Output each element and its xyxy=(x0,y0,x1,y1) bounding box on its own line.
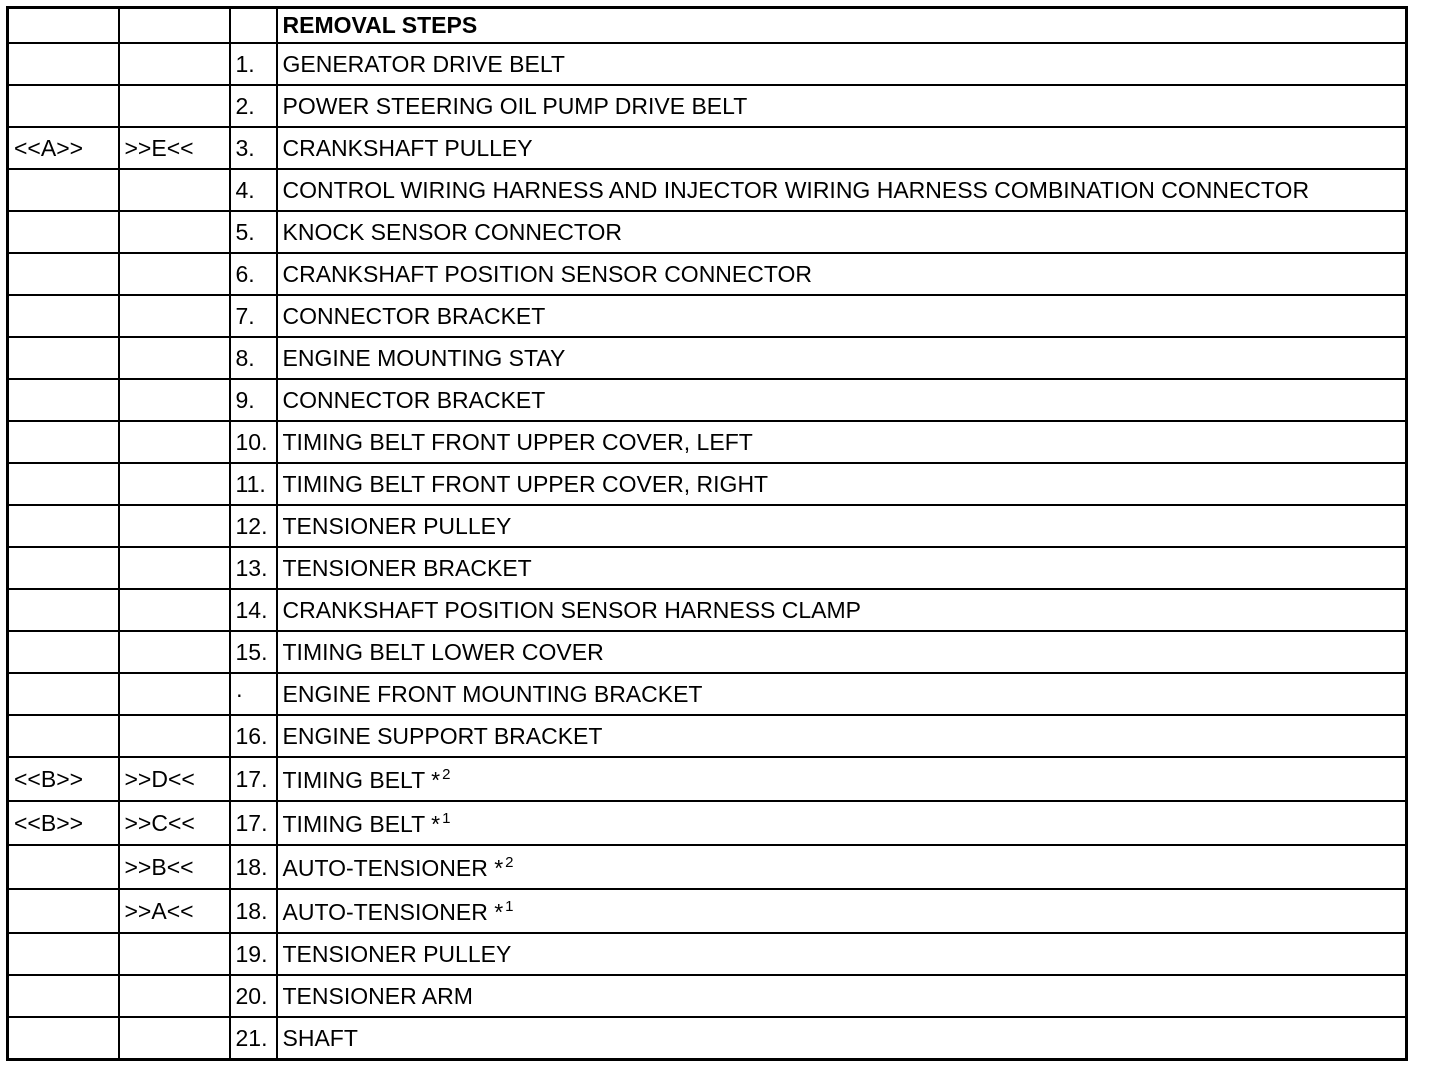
step-number-text: 20. xyxy=(235,982,268,1009)
reference-install-cell xyxy=(119,85,230,127)
reference-removal-text: <<B>> xyxy=(14,765,84,792)
step-number-text: 15. xyxy=(235,638,268,665)
reference-install-text: >>C<< xyxy=(124,809,195,836)
step-number-cell xyxy=(230,295,277,337)
table-row xyxy=(8,211,1407,253)
table-row xyxy=(8,631,1407,673)
table-row xyxy=(8,295,1407,337)
reference-install-cell xyxy=(119,463,230,505)
reference-install-text: >>A<< xyxy=(124,897,194,924)
step-number-text: 7. xyxy=(235,302,255,329)
table-row xyxy=(8,673,1407,715)
step-description-cell xyxy=(277,169,1407,211)
step-number-cell xyxy=(230,547,277,589)
footnote-marker: 1 xyxy=(505,897,514,915)
reference-removal-cell xyxy=(8,169,119,211)
step-number-text: 4. xyxy=(235,176,255,203)
reference-install-cell xyxy=(119,295,230,337)
table-row xyxy=(8,933,1407,975)
reference-removal-cell xyxy=(8,933,119,975)
reference-install-cell xyxy=(119,589,230,631)
step-description-text: TENSIONER ARM xyxy=(282,982,473,1009)
table-body xyxy=(8,43,1407,1060)
step-description-cell xyxy=(277,975,1407,1017)
reference-removal-cell xyxy=(8,379,119,421)
step-description-text: TIMING BELT * xyxy=(282,810,441,837)
step-description-cell xyxy=(277,295,1407,337)
step-description-text: CONTROL WIRING HARNESS AND INJECTOR WIRING HARNESS COMBINATION CONNECTOR xyxy=(282,176,1310,203)
step-description-cell xyxy=(277,337,1407,379)
step-description-text: CRANKSHAFT PULLEY xyxy=(282,134,533,161)
reference-removal-cell xyxy=(8,1017,119,1060)
step-number-text: 9. xyxy=(235,386,255,413)
step-number-cell xyxy=(230,379,277,421)
step-number-cell xyxy=(230,211,277,253)
removal-steps-table xyxy=(6,6,1408,1061)
step-description-cell xyxy=(277,379,1407,421)
reference-install-cell xyxy=(119,673,230,715)
table-row xyxy=(8,85,1407,127)
step-number-text: 18. xyxy=(235,897,268,924)
step-description-cell xyxy=(277,253,1407,295)
reference-removal-cell xyxy=(8,127,119,169)
reference-install-cell xyxy=(119,337,230,379)
step-number-cell xyxy=(230,505,277,547)
table-row xyxy=(8,1017,1407,1060)
step-number-cell xyxy=(230,975,277,1017)
step-description-text: TENSIONER PULLEY xyxy=(282,512,512,539)
step-description-cell xyxy=(277,43,1407,85)
reference-install-cell xyxy=(119,127,230,169)
step-number-cell xyxy=(230,169,277,211)
reference-removal-text: <<B>> xyxy=(14,809,84,836)
table-row xyxy=(8,801,1407,845)
step-number-cell xyxy=(230,933,277,975)
reference-install-cell xyxy=(119,889,230,933)
reference-removal-cell xyxy=(8,85,119,127)
step-description-cell xyxy=(277,127,1407,169)
reference-install-cell xyxy=(119,933,230,975)
reference-install-cell xyxy=(119,801,230,845)
table-row xyxy=(8,253,1407,295)
step-number-text: 1. xyxy=(235,50,255,77)
step-description-text: ENGINE SUPPORT BRACKET xyxy=(282,722,603,749)
reference-install-text: >>D<< xyxy=(124,765,195,792)
reference-install-cell xyxy=(119,715,230,757)
step-description-text: TIMING BELT FRONT UPPER COVER, RIGHT xyxy=(282,470,769,497)
footnote-marker: 2 xyxy=(505,853,514,871)
table-row xyxy=(8,43,1407,85)
step-description-cell xyxy=(277,715,1407,757)
reference-removal-cell xyxy=(8,673,119,715)
step-description-text: CRANKSHAFT POSITION SENSOR HARNESS CLAMP xyxy=(282,596,862,623)
step-number-cell xyxy=(230,715,277,757)
table-row xyxy=(8,975,1407,1017)
step-description-text: GENERATOR DRIVE BELT xyxy=(282,50,565,77)
step-description-cell xyxy=(277,801,1407,845)
table-row xyxy=(8,337,1407,379)
step-number-cell xyxy=(230,127,277,169)
reference-install-text: >>B<< xyxy=(124,853,194,880)
header-cell-empty xyxy=(8,8,119,44)
reference-removal-cell xyxy=(8,295,119,337)
step-number-cell xyxy=(230,1017,277,1060)
step-number-cell xyxy=(230,757,277,801)
reference-removal-cell xyxy=(8,757,119,801)
reference-removal-cell xyxy=(8,211,119,253)
reference-install-cell xyxy=(119,505,230,547)
reference-removal-cell xyxy=(8,337,119,379)
step-number-text: 17. xyxy=(235,765,268,792)
step-number-text: 14. xyxy=(235,596,268,623)
table-row xyxy=(8,421,1407,463)
step-number-text: · xyxy=(235,680,244,707)
step-number-text: 11. xyxy=(235,470,266,497)
step-number-text: 5. xyxy=(235,218,255,245)
step-description-cell xyxy=(277,421,1407,463)
reference-removal-cell xyxy=(8,631,119,673)
step-number-cell xyxy=(230,85,277,127)
step-number-cell xyxy=(230,889,277,933)
step-description-cell xyxy=(277,631,1407,673)
step-description-text: TIMING BELT LOWER COVER xyxy=(282,638,604,665)
step-number-text: 12. xyxy=(235,512,268,539)
step-description-cell xyxy=(277,547,1407,589)
step-number-cell xyxy=(230,463,277,505)
header-cell-empty xyxy=(119,8,230,44)
reference-install-cell xyxy=(119,547,230,589)
reference-removal-cell xyxy=(8,43,119,85)
step-description-cell xyxy=(277,211,1407,253)
step-number-cell xyxy=(230,589,277,631)
table-row xyxy=(8,127,1407,169)
reference-install-text: >>E<< xyxy=(124,134,194,161)
table-row xyxy=(8,715,1407,757)
reference-removal-cell xyxy=(8,253,119,295)
step-number-cell xyxy=(230,337,277,379)
step-number-cell xyxy=(230,673,277,715)
step-description-text: CONNECTOR BRACKET xyxy=(282,302,546,329)
step-description-text: CONNECTOR BRACKET xyxy=(282,386,546,413)
footnote-marker: 2 xyxy=(442,765,451,783)
step-number-cell xyxy=(230,631,277,673)
step-number-cell xyxy=(230,845,277,889)
table-row xyxy=(8,589,1407,631)
reference-install-cell xyxy=(119,169,230,211)
step-description-cell xyxy=(277,1017,1407,1060)
reference-install-cell xyxy=(119,379,230,421)
table-row xyxy=(8,463,1407,505)
reference-removal-cell xyxy=(8,421,119,463)
table-row xyxy=(8,505,1407,547)
step-description-cell xyxy=(277,889,1407,933)
step-description-cell xyxy=(277,673,1407,715)
header-cell-empty xyxy=(230,8,277,44)
reference-removal-cell xyxy=(8,889,119,933)
step-description-cell xyxy=(277,589,1407,631)
reference-removal-cell xyxy=(8,589,119,631)
step-description-cell xyxy=(277,463,1407,505)
reference-install-cell xyxy=(119,631,230,673)
step-number-text: 8. xyxy=(235,344,255,371)
reference-removal-cell xyxy=(8,505,119,547)
step-description-cell xyxy=(277,933,1407,975)
table-header-row xyxy=(8,8,1407,44)
reference-install-cell xyxy=(119,757,230,801)
reference-install-cell xyxy=(119,975,230,1017)
table-row xyxy=(8,889,1407,933)
step-number-text: 10. xyxy=(235,428,268,455)
step-number-cell xyxy=(230,43,277,85)
step-number-text: 18. xyxy=(235,853,268,880)
step-number-cell xyxy=(230,801,277,845)
step-number-text: 6. xyxy=(235,260,255,287)
reference-removal-cell xyxy=(8,845,119,889)
step-number-text: 21. xyxy=(235,1024,268,1051)
reference-removal-cell xyxy=(8,715,119,757)
step-description-cell xyxy=(277,85,1407,127)
reference-install-cell xyxy=(119,43,230,85)
footnote-marker: 1 xyxy=(442,809,451,827)
table-row xyxy=(8,757,1407,801)
step-description-text: ENGINE FRONT MOUNTING BRACKET xyxy=(282,680,703,707)
reference-install-cell xyxy=(119,845,230,889)
step-description-text: CRANKSHAFT POSITION SENSOR CONNECTOR xyxy=(282,260,812,287)
step-description-text: AUTO-TENSIONER * xyxy=(282,898,504,925)
step-description-cell xyxy=(277,845,1407,889)
reference-removal-text: <<A>> xyxy=(14,134,84,161)
table-row xyxy=(8,169,1407,211)
reference-install-cell xyxy=(119,253,230,295)
step-description-text: TENSIONER PULLEY xyxy=(282,940,512,967)
reference-removal-cell xyxy=(8,801,119,845)
step-number-cell xyxy=(230,253,277,295)
step-description-text: TENSIONER BRACKET xyxy=(282,554,532,581)
table-row xyxy=(8,845,1407,889)
step-number-text: 17. xyxy=(235,809,268,836)
reference-removal-cell xyxy=(8,547,119,589)
step-number-text: 19. xyxy=(235,940,268,967)
reference-install-cell xyxy=(119,421,230,463)
step-description-text: TIMING BELT FRONT UPPER COVER, LEFT xyxy=(282,428,753,455)
table-title: REMOVAL STEPS xyxy=(277,8,1407,44)
step-description-text: ENGINE MOUNTING STAY xyxy=(282,344,566,371)
step-description-text: POWER STEERING OIL PUMP DRIVE BELT xyxy=(282,92,748,119)
step-number-text: 2. xyxy=(235,92,255,119)
reference-removal-cell xyxy=(8,463,119,505)
step-number-text: 13. xyxy=(235,554,268,581)
step-description-text: SHAFT xyxy=(282,1024,358,1051)
step-number-text: 16. xyxy=(235,722,268,749)
step-description-text: AUTO-TENSIONER * xyxy=(282,854,504,881)
step-description-cell xyxy=(277,757,1407,801)
step-description-text: KNOCK SENSOR CONNECTOR xyxy=(282,218,623,245)
table-row xyxy=(8,379,1407,421)
step-description-cell xyxy=(277,505,1407,547)
step-description-text: TIMING BELT * xyxy=(282,766,441,793)
reference-install-cell xyxy=(119,211,230,253)
step-number-text: 3. xyxy=(235,134,255,161)
step-number-cell xyxy=(230,421,277,463)
table-row xyxy=(8,547,1407,589)
reference-install-cell xyxy=(119,1017,230,1060)
reference-removal-cell xyxy=(8,975,119,1017)
